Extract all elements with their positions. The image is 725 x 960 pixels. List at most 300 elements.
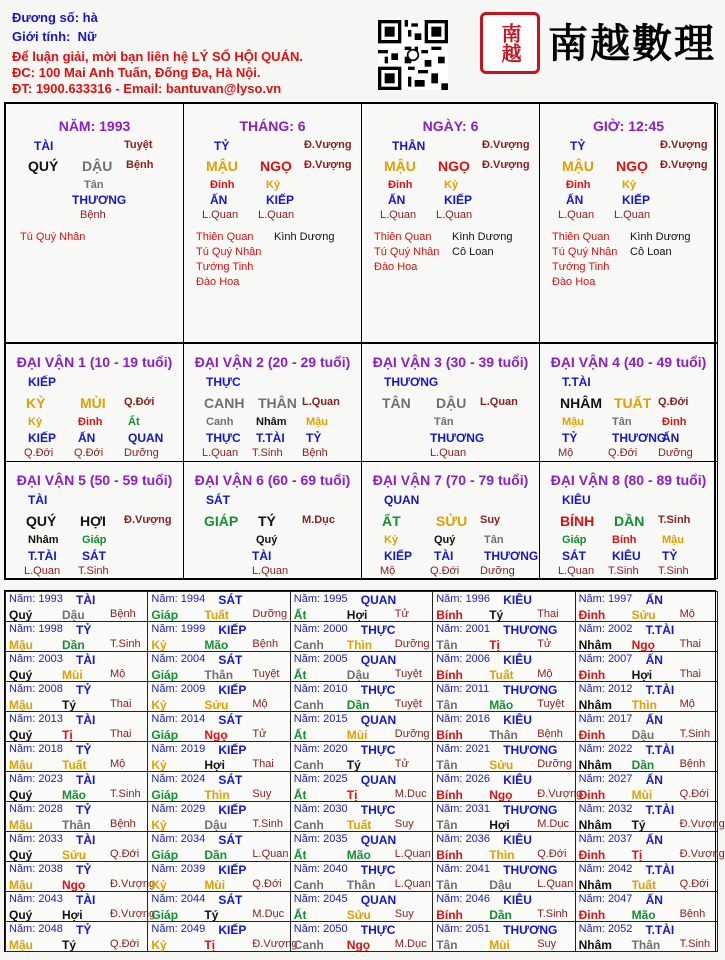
year-stem: Canh [293,698,324,712]
year-state: Tuyệt [394,668,422,680]
hidden-stem: Kỷ [384,534,399,546]
pillar-top-state: Đ.Vượng [482,139,530,151]
year-star: QUAN [360,833,397,847]
year-star: TỶ [76,683,92,697]
year-label [436,834,490,845]
year-prefix: Năm: [9,833,36,845]
hidden-state: T.Sinh [658,565,689,577]
year-stem: Nhâm [578,878,612,892]
year-star: T.TÀI [645,743,675,757]
year-number: 1999 [180,623,206,635]
year-number: 2038 [38,863,63,875]
hidden-state: Bệnh [80,209,106,221]
dai-van-title: ĐẠI VẬN 4 (40 - 49 tuổi) [550,354,707,370]
year-stem: Nhâm [578,698,612,712]
year-number: 2011 [465,683,490,695]
year-prefix: Năm: [436,863,463,875]
year-label [151,744,205,755]
hidden-stem: Kỷ [444,179,459,191]
hidden-state: Dưỡng [480,565,515,577]
hidden-stem: Kỷ [622,179,637,191]
dai-van-title: ĐẠI VẬN 3 (30 - 39 tuổi) [372,354,529,370]
year-label [579,624,633,635]
year-stem: Kỷ [151,818,167,832]
hidden-stem: Mậu [562,416,584,428]
hidden-state: L.Quan [430,447,467,459]
year-branch: Mão [631,908,656,922]
hidden-star: THƯƠNG [430,431,485,445]
year-branch: Dần [62,638,85,652]
year-star: THỰC [360,863,396,877]
year-star: KIẾP [218,683,247,697]
year-stem: Giáp [151,668,179,682]
dai-van-branch: TUẤT [614,395,652,411]
year-star: QUAN [360,893,397,907]
pillar-branch: NGỌ [616,158,648,174]
dai-van-state: Q.Đới [124,396,155,408]
year-label [294,924,348,935]
year-number: 2028 [38,803,63,815]
year-star: KIÊU [503,593,532,607]
year-label [436,744,490,755]
hidden-state: Dưỡng [658,447,693,459]
year-stem: Tân [436,878,458,892]
year-star: TÀI [76,833,96,847]
year-prefix: Năm: [436,713,463,725]
year-label [9,774,63,785]
year-branch: Tuất [346,818,372,832]
year-state: L.Quan [394,878,431,890]
year-number: 2029 [180,803,206,815]
hidden-star: KIÊU [612,549,641,563]
year-cell [5,681,148,712]
year-cell [575,711,718,742]
year-star: KIẾP [218,923,247,937]
dai-van-star: QUAN [384,493,420,507]
year-cell [290,591,433,622]
dai-van-stem: GIÁP [204,513,239,529]
hidden-stem: Quý [256,534,278,546]
dai-van-star: KIẾP [28,375,57,389]
year-stem: Bính [436,668,463,682]
year-branch: Thân [631,938,661,952]
phone-email-line[interactable]: ĐT: 1900.633316 - Email: bantuvan@lyso.vn [12,81,282,96]
year-cell [432,651,575,682]
dai-van-stem: BÍNH [560,513,595,529]
dai-van-branch: DẬU [436,395,467,411]
year-stem: Giáp [151,788,179,802]
year-number: 2041 [465,863,491,875]
dai-van-star: SÁT [206,493,230,507]
year-state: Bệnh [110,818,136,830]
year-prefix: Năm: [436,683,463,695]
year-prefix: Năm: [436,833,463,845]
year-cell [147,771,290,802]
year-number: 2040 [323,863,348,875]
year-label [436,774,490,785]
year-prefix: Năm: [293,863,321,875]
hidden-stem: Tân [434,416,454,428]
year-star: THƯƠNG [503,803,558,817]
year-number: 2022 [607,743,633,755]
dai-van-stem: TÂN [382,395,411,411]
hidden-star: THƯƠNG [612,431,667,445]
year-prefix: Năm: [9,593,36,605]
pillar-top-state: Đ.Vượng [304,139,352,151]
year-stem: Bính [436,728,463,742]
year-branch: Sửu [204,698,229,712]
year-star: TỶ [76,863,92,877]
year-state: Tuyệt [252,668,280,680]
year-branch: Mão [62,788,86,802]
year-star: ẤN [645,773,663,787]
year-prefix: Năm: [151,653,178,665]
year-branch: Mùi [489,938,510,952]
year-branch: Sửu [631,608,656,622]
year-stem: Đinh [578,668,606,682]
hidden-state: Q.Đới [74,447,104,459]
year-number: 1994 [180,593,206,605]
year-prefix: Năm: [293,713,321,725]
year-branch: Dần [489,908,512,922]
year-branch: Tị [346,788,358,802]
year-label [579,864,633,875]
year-cell [432,921,575,952]
year-branch: Sửu [489,758,514,772]
year-state: Bệnh [110,608,136,620]
pillar-branch-state: Đ.Vượng [482,159,530,171]
year-prefix: Năm: [9,893,36,905]
year-label [151,684,205,695]
hidden-star: KIẾP [266,193,295,207]
year-number: 2044 [180,893,206,905]
year-star: T.TÀI [645,683,675,697]
year-number: 2042 [607,863,633,875]
year-label [9,624,63,635]
pillar-stem: MẬU [562,158,594,174]
year-stem: Đinh [578,788,606,802]
year-number: 2018 [38,743,63,755]
year-cell [290,741,433,772]
year-number: 2032 [607,803,633,815]
year-label [151,924,205,935]
brand-logo: 南越數理 [548,20,716,67]
pillar-branch: NGỌ [260,158,292,174]
year-cell [147,741,290,772]
spirit-star: Tướng Tinh [552,261,610,273]
year-state: Mộ [679,608,695,620]
year-label [9,864,63,875]
year-state: Q.Đới [110,848,140,860]
year-stem: Nhâm [578,938,612,952]
hidden-star: TỶ [662,549,678,563]
year-state: Đ.Vượng [252,938,298,950]
year-label [151,804,205,815]
year-branch: Tý [346,758,361,772]
dai-van-title: ĐẠI VẬN 7 (70 - 79 tuổi) [372,472,529,488]
pillar-title: NĂM: 1993 [58,118,131,134]
year-cell [147,831,290,862]
year-branch: Dần [204,848,228,862]
year-star: SÁT [218,713,243,727]
year-prefix: Năm: [293,683,321,695]
year-label [9,894,63,905]
year-stem: Giáp [151,848,179,862]
year-stem: Canh [293,818,324,832]
year-prefix: Năm: [9,743,36,755]
year-label [9,924,63,935]
year-stem: Kỷ [151,698,167,712]
pillar-branch: DẬU [82,158,113,174]
year-cell [5,651,148,682]
year-label [294,594,348,605]
hidden-star: ẤN [210,193,228,207]
hidden-stem: Đinh [388,179,413,191]
year-prefix: Năm: [151,863,178,875]
hidden-star: ẤN [78,431,96,445]
year-prefix: Năm: [578,803,605,815]
year-star: SÁT [218,893,243,907]
year-number: 2035 [323,833,348,845]
year-cell [575,891,718,922]
year-star: QUAN [360,653,397,667]
year-star: TÀI [76,593,96,607]
year-state: Suy [252,788,272,800]
year-branch: Mão [204,638,229,652]
year-branch: Tý [631,818,646,832]
pillar-cell [5,103,184,343]
hidden-state: Dưỡng [124,447,159,459]
hidden-star: KIẾP [28,431,57,445]
year-prefix: Năm: [9,923,36,935]
year-label [294,804,348,815]
year-cell [290,651,433,682]
year-branch: Dậu [489,878,512,892]
spirit-star: Thiên Quan [552,231,610,243]
spirit-star: Thiên Quan [196,231,254,243]
year-state: Bệnh [537,728,563,740]
year-number: 1995 [323,593,348,605]
dai-van-state: M.Dục [302,514,335,526]
year-number: 2050 [323,923,348,935]
hidden-state: L.Quan [24,565,61,577]
year-star: TÀI [76,773,96,787]
hidden-state: Q.Đới [24,447,54,459]
year-prefix: Năm: [578,893,605,905]
hidden-star: THƯƠNG [484,549,539,563]
hidden-star: KIẾP [384,549,413,563]
year-number: 2001 [465,623,491,635]
year-prefix: Năm: [578,923,605,935]
year-branch: Mùi [631,788,653,802]
year-stem: Nhâm [578,638,612,652]
year-state: Mộ [110,668,126,680]
year-number: 2025 [323,773,348,785]
year-branch: Thân [489,728,518,742]
year-state: Bệnh [679,758,706,770]
year-stem: Ất [293,728,307,742]
year-number: 2005 [323,653,348,665]
year-cell [147,651,290,682]
address-line: ĐC: 100 Mai Anh Tuấn, Đống Đa, Hà Nội. [12,65,261,80]
pillar-branch: NGỌ [438,158,470,174]
header [0,0,720,100]
spirit-star: Cô Loan [630,246,672,258]
year-star: ẤN [645,593,663,607]
dai-van-star: TÀI [28,493,48,507]
year-state: M.Dục [394,938,427,950]
year-number: 2036 [465,833,491,845]
year-cell [5,591,148,622]
year-state: M.Dục [537,818,569,830]
year-prefix: Năm: [436,893,463,905]
year-stem: Mậu [9,938,33,952]
year-cell [290,831,433,862]
year-prefix: Năm: [151,893,178,905]
hidden-stem: Giáp [562,534,587,546]
year-state: Q.Đới [110,938,140,950]
year-state: Đ.Vượng [110,908,156,920]
year-number: 2012 [607,683,633,695]
year-number: 2045 [323,893,348,905]
hidden-state: L.Quan [202,447,239,459]
year-prefix: Năm: [9,803,36,815]
year-label [9,804,63,815]
year-star: KIÊU [503,653,532,667]
year-number: 2003 [38,653,63,665]
year-star: THƯƠNG [503,923,558,937]
year-label [579,774,633,785]
year-stem: Đinh [578,908,606,922]
year-prefix: Năm: [293,653,321,665]
hidden-stem: Đinh [662,416,687,428]
hidden-star: TỶ [562,431,578,445]
hidden-state: L.Quan [614,209,651,221]
year-state: Suy [394,818,414,830]
year-cell [5,711,148,742]
pillar-top-star: TÀI [34,139,54,153]
year-stem: Quý [9,668,33,682]
year-number: 2051 [465,923,491,935]
gender-label: Giới tính: [12,29,71,44]
dai-van-star: THỰC [206,375,241,389]
year-star: QUAN [360,713,397,727]
spirit-star: Kình Dương [630,231,691,243]
year-prefix: Năm: [151,803,178,815]
year-star: THƯƠNG [503,863,558,877]
dai-van-title: ĐẠI VẬN 5 (50 - 59 tuổi) [16,472,173,488]
hidden-state: L.Quan [380,209,417,221]
year-branch: Dần [631,758,655,772]
year-branch: Thân [204,668,234,682]
year-stem: Bính [436,908,463,922]
year-stem: Canh [293,938,324,952]
year-stem: Bính [436,848,463,862]
year-stem: Mậu [9,758,33,772]
year-number: 2015 [323,713,348,725]
year-star: KIẾP [218,803,247,817]
dai-van-branch: MÙI [80,395,106,411]
year-branch: Mùi [346,728,368,742]
year-star: ẤN [645,653,663,667]
hidden-state: Q.Đới [608,447,638,459]
year-prefix: Năm: [9,773,36,785]
year-state: Suy [537,938,557,950]
year-branch: Ngọ [346,938,371,952]
year-cell [147,621,290,652]
dai-van-state: Q.Đới [658,396,689,408]
year-number: 2046 [465,893,491,905]
year-label [151,594,205,605]
year-stem: Kỷ [151,938,167,952]
dai-van-stem: KỶ [26,395,46,411]
year-cell [290,921,433,952]
year-cell [147,711,290,742]
year-star: THỰC [360,803,396,817]
year-prefix: Năm: [151,833,178,845]
pillar-title: GIỜ: 12:45 [592,118,665,134]
year-stem: Đinh [578,848,606,862]
dai-van-branch: HỢI [80,513,106,529]
hidden-stem: Nhâm [28,534,59,546]
year-cell [147,591,290,622]
year-prefix: Năm: [436,773,463,785]
year-stem: Nhâm [578,758,612,772]
year-number: 2006 [465,653,491,665]
year-prefix: Năm: [578,833,605,845]
year-star: KIÊU [503,713,532,727]
year-cell [290,861,433,892]
year-label [151,894,205,905]
year-cell [575,591,718,622]
year-branch: Ngọ [62,878,86,892]
year-star: TÀI [76,713,96,727]
year-prefix: Năm: [151,713,178,725]
year-branch: Dậu [62,608,85,622]
year-star: T.TÀI [645,923,675,937]
year-branch: Tý [62,698,77,712]
year-state: T.Sinh [252,818,283,830]
year-label [294,684,348,695]
qr-code-icon[interactable] [378,20,448,90]
year-star: T.TÀI [645,623,675,637]
year-cell [432,891,575,922]
hidden-stem: Tân [84,179,104,191]
year-cell [575,681,718,712]
hidden-star: TỶ [306,431,322,445]
year-branch: Mùi [62,668,83,682]
year-stem: Canh [293,758,324,772]
dai-van-star: THƯƠNG [384,375,439,389]
year-stem: Canh [293,638,324,652]
year-stem: Tân [436,638,458,652]
year-label [436,894,490,905]
year-branch: Sửu [346,908,371,922]
year-stem: Kỷ [151,638,167,652]
year-number: 2047 [607,893,633,905]
spirit-star: Tú Quý Nhân [374,246,440,258]
year-state: L.Quan [394,848,431,860]
year-number: 2034 [180,833,206,845]
year-stem: Ất [293,608,307,622]
dai-van-cell [539,343,718,462]
year-cell [5,861,156,892]
year-branch: Tị [631,848,643,862]
hidden-star: SÁT [82,549,106,563]
spirit-star: Tú Quý Nhân [20,231,86,243]
year-stem: Giáp [151,608,179,622]
year-prefix: Năm: [578,593,605,605]
